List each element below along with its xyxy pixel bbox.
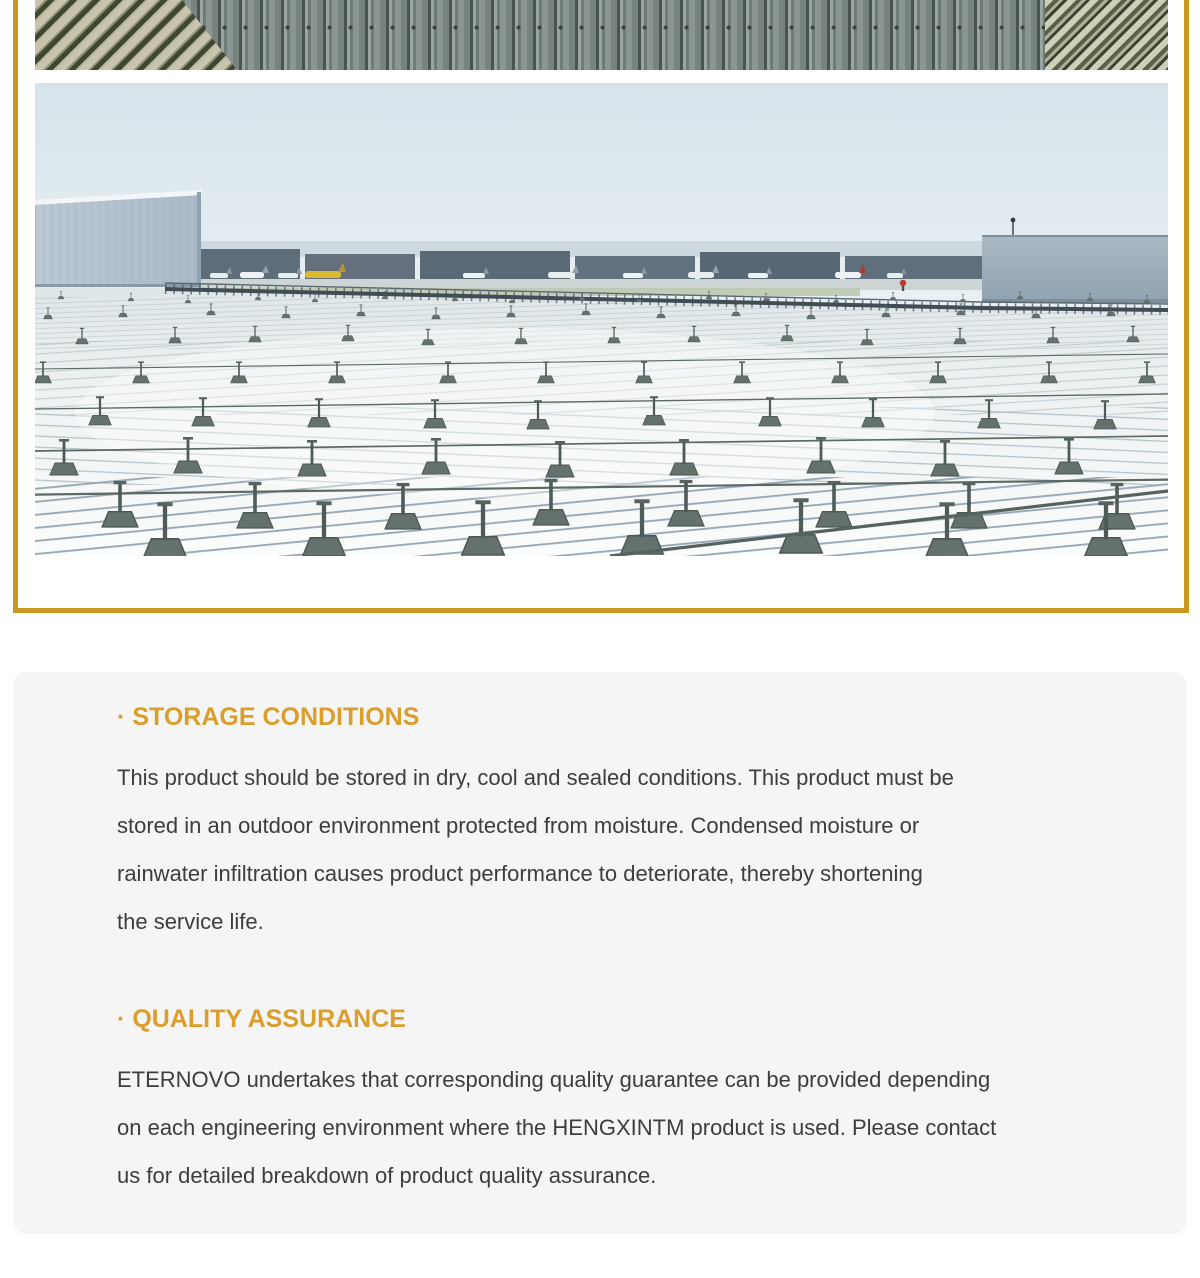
quality-assurance-title bbox=[117, 1004, 1126, 1034]
paragraph-line: ETERNOVO undertakes that corresponding quality guarantee can be provided depending bbox=[117, 1067, 991, 1092]
paragraph-line: rainwater infiltration causes product performance to deteriorate, thereby shortening bbox=[117, 861, 923, 886]
paragraph-line: stored in an outdoor environment protected from moisture. Condensed moisture or bbox=[117, 813, 920, 838]
paragraph-line: the service life. bbox=[117, 909, 264, 934]
heading-bullet: · bbox=[117, 1005, 126, 1033]
section-quality-assurance bbox=[117, 1004, 1126, 1200]
section-gap bbox=[117, 946, 1126, 1004]
paragraph-line: This product should be stored in dry, cool and sealed conditions. This product must be bbox=[117, 765, 954, 790]
heading-text: QUALITY ASSURANCE bbox=[132, 1005, 406, 1033]
heading-bullet: · bbox=[117, 703, 126, 731]
storage-conditions-title bbox=[117, 702, 1126, 732]
left-hangar-building bbox=[35, 190, 202, 287]
storage-conditions-paragraph bbox=[117, 754, 1126, 946]
metal-cladding-photo bbox=[35, 0, 1168, 70]
info-card bbox=[14, 672, 1186, 1234]
paragraph-line: on each engineering environment where the HENGXINTM product is used. Please contact bbox=[117, 1115, 997, 1140]
quality-assurance-paragraph bbox=[117, 1056, 1126, 1200]
section-storage-conditions bbox=[117, 702, 1126, 946]
cladding-diagonal-right bbox=[1045, 0, 1168, 70]
cladding-fastener-row bbox=[185, 22, 1048, 31]
heading-text: STORAGE CONDITIONS bbox=[132, 703, 420, 731]
paragraph-line: us for detailed breakdown of product quality assurance. bbox=[117, 1163, 657, 1188]
airport-roof-photo bbox=[35, 83, 1168, 556]
airport-roof-scene bbox=[35, 83, 1168, 556]
gallery-frame bbox=[13, 0, 1189, 613]
